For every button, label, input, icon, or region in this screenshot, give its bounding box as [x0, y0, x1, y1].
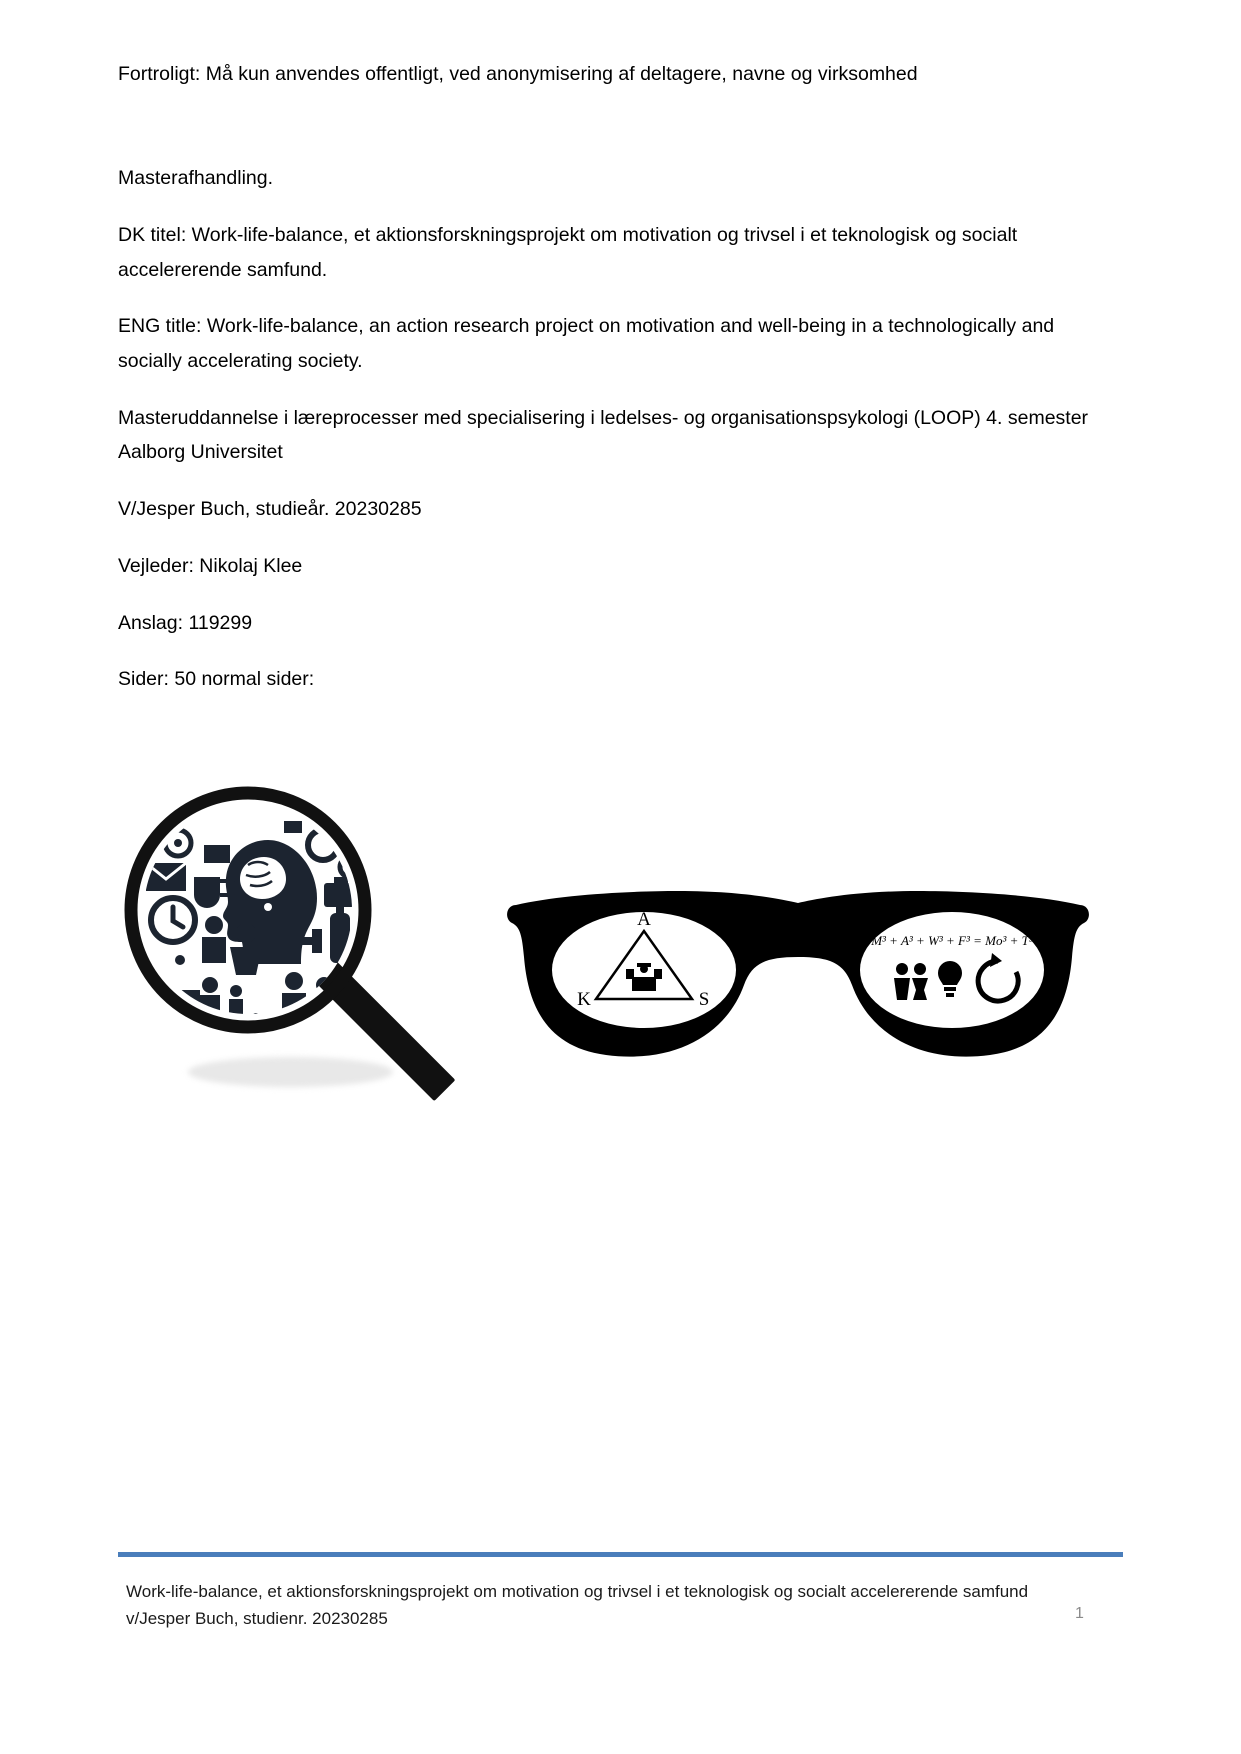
footer-divider: [118, 1552, 1123, 1557]
paragraph-eng-title: ENG title: Work-life-balance, an action research project on motivation and well-being in a technologically and socially accelerating society.: [118, 315, 1055, 373]
paragraph-masterafhandling: Masterafhandling.: [118, 167, 274, 190]
document-body: [118, 60, 1123, 719]
triangle-label-s: S: [698, 989, 710, 1010]
paragraph-characters: Anslag: 119299: [118, 611, 253, 634]
lens-formula: M³ + A³ + W³ + F³ = Mo³ + T³: [871, 933, 1033, 948]
paragraph-pages: Sider: 50 normal sider:: [118, 668, 315, 691]
eyeglasses-illustration: [498, 865, 1118, 1125]
spacer: [118, 89, 1123, 161]
paragraph-author: V/Jesper Buch, studieår. 20230285: [118, 498, 422, 521]
paragraph-program: Masteruddannelse i læreprocesser med specialisering i ledelses- og organisationspsykologi (LOOP) 4. semester Aalborg Universitet: [118, 406, 1089, 464]
paragraph-dk-title: DK titel: Work-life-balance, et aktionsforskningsprojekt om motivation og trivsel i et teknologisk og socialt accelererende samfund.: [118, 223, 1018, 281]
triangle-label-a: A: [637, 909, 651, 930]
magnifying-glass-collage-illustration: [118, 785, 498, 1125]
paragraph-supervisor: Vejleder: Nikolaj Klee: [118, 554, 303, 577]
confidentiality-notice: Fortroligt: Må kun anvendes offentligt, ved anonymisering af deltagere, navne og virksomhed: [118, 63, 918, 85]
figure-group: [118, 785, 1123, 1285]
page-number: 1: [1075, 1605, 1084, 1622]
triangle-label-k: K: [577, 989, 591, 1010]
page-footer-text: Work-life-balance, et aktionsforskningsprojekt om motivation og trivsel i et teknologisk og socialt accelererende samfund v/Jesper Buch, studienr. 20230285: [126, 1582, 1029, 1629]
